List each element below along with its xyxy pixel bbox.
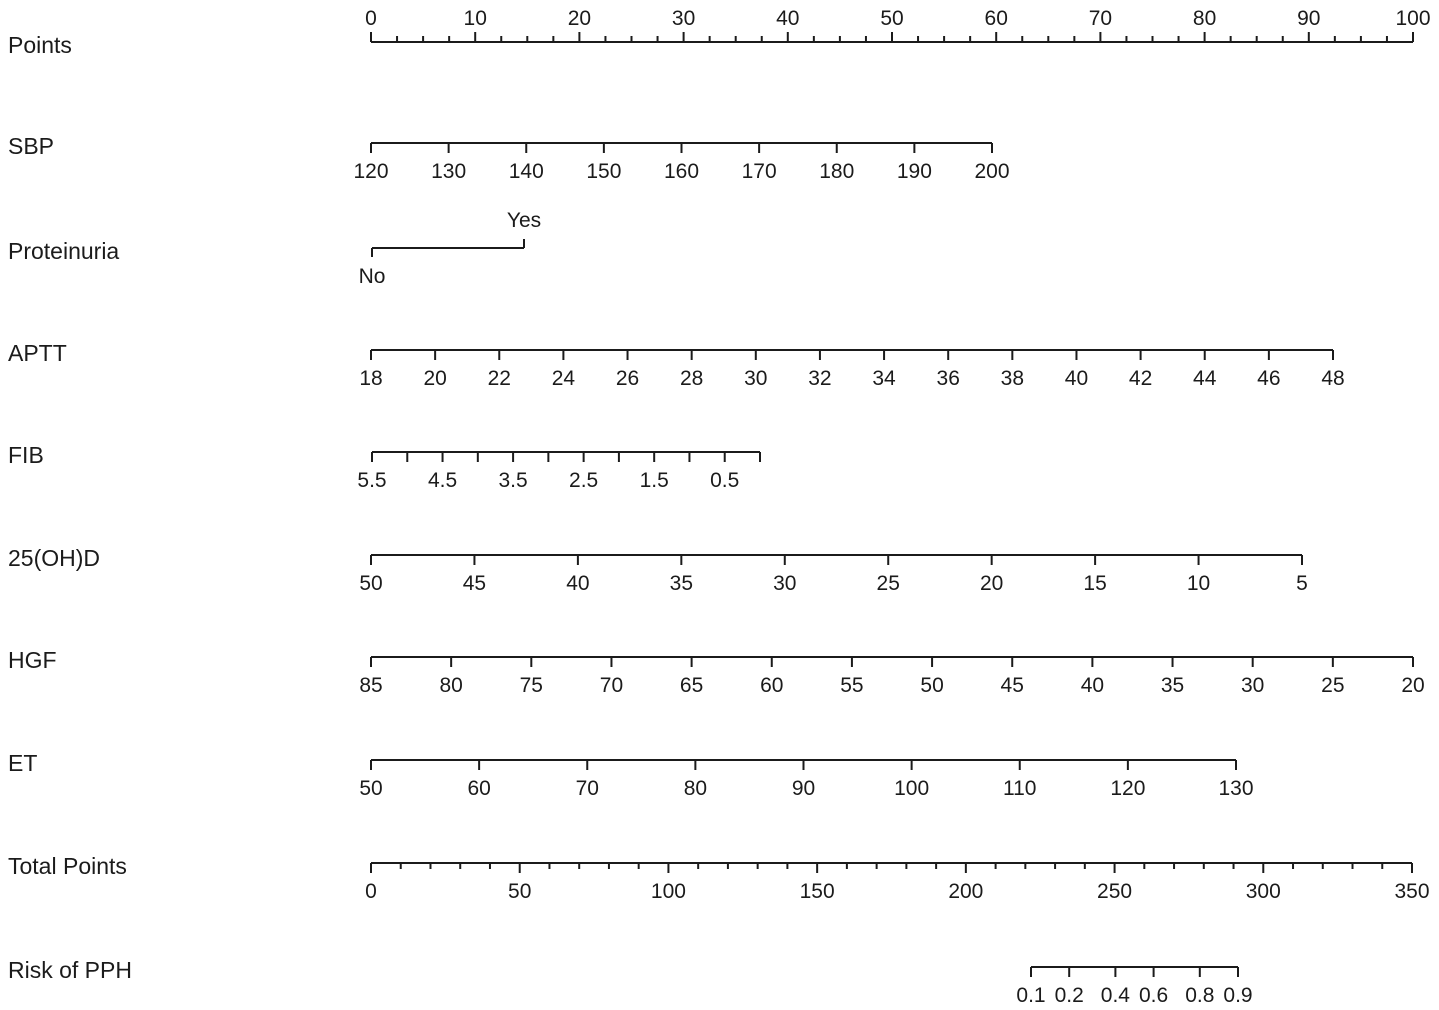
tick-label-hgf-35: 35 [1160,674,1185,697]
tick-label-sbp-150: 150 [586,160,622,183]
tick-label-sbp-120: 120 [353,160,389,183]
tick-label-risk-of-pph-0.4: 0.4 [1100,984,1131,1007]
tick-label-total-points-100: 100 [650,880,686,903]
tick-label-et-130: 130 [1218,777,1254,800]
tick-label-hgf-75: 75 [519,674,543,697]
row-label-total-points: Total Points [8,853,127,879]
tick-label-proteinuria-no: No [358,265,386,288]
tick-label-total-points-250: 250 [1097,880,1133,903]
tick-label-risk-of-pph-0.1: 0.1 [1016,984,1046,1007]
tick-label-aptt-46: 46 [1257,367,1281,390]
tick-label-total-points-300: 300 [1245,880,1281,903]
tick-label-hgf-20: 20 [1401,674,1425,697]
tick-label-aptt-36: 36 [936,367,960,390]
tick-label-risk-of-pph-0.2: 0.2 [1054,984,1084,1007]
tick-label-vitd-15: 15 [1083,572,1107,595]
tick-label-points-80: 80 [1192,7,1217,30]
tick-label-aptt-42: 42 [1128,367,1153,390]
tick-label-aptt-20: 20 [423,367,447,390]
tick-label-fib-2.5: 2.5 [569,469,599,492]
tick-label-aptt-38: 38 [1000,367,1025,390]
axis-hgf [8,647,1425,697]
tick-label-total-points-50: 50 [508,880,532,903]
axis-et [8,750,1254,800]
tick-label-et-70: 70 [575,777,599,800]
tick-label-risk-of-pph-0.6: 0.6 [1138,984,1169,1007]
row-label-proteinuria: Proteinuria [8,238,120,264]
tick-label-hgf-40: 40 [1080,674,1105,697]
axis-sbp [8,133,1010,183]
tick-label-proteinuria-yes: Yes [506,209,542,232]
tick-label-aptt-44: 44 [1193,367,1217,390]
tick-label-points-100: 100 [1395,7,1431,30]
tick-label-et-50: 50 [359,777,383,800]
tick-label-et-60: 60 [467,777,491,800]
tick-label-vitd-20: 20 [979,572,1004,595]
row-label-et: ET [8,750,38,776]
tick-label-points-40: 40 [776,7,800,30]
tick-label-hgf-55: 55 [840,674,864,697]
tick-label-fib-4.5: 4.5 [427,469,458,492]
tick-label-sbp-140: 140 [508,160,544,183]
tick-label-vitd-10: 10 [1186,572,1211,595]
tick-label-vitd-30: 30 [773,572,797,595]
tick-label-aptt-40: 40 [1064,367,1089,390]
tick-label-hgf-85: 85 [359,674,383,697]
axis-risk-of-pph [8,957,1253,1007]
tick-label-points-70: 70 [1088,7,1113,30]
tick-label-vitd-35: 35 [669,572,694,595]
tick-label-total-points-200: 200 [948,880,984,903]
tick-label-aptt-18: 18 [359,367,383,390]
tick-label-points-30: 30 [671,7,696,30]
tick-label-vitd-25: 25 [876,572,900,595]
tick-label-total-points-0: 0 [365,880,377,903]
tick-label-vitd-45: 45 [462,572,487,595]
tick-label-hgf-45: 45 [1000,674,1024,697]
tick-label-aptt-34: 34 [872,367,896,390]
tick-label-points-10: 10 [463,7,487,30]
tick-label-sbp-130: 130 [431,160,467,183]
axis-fib [8,442,760,492]
row-label-hgf: HGF [8,647,57,673]
tick-label-total-points-150: 150 [799,880,835,903]
tick-label-fib-0.5: 0.5 [710,469,740,492]
tick-label-aptt-48: 48 [1321,367,1345,390]
axis-points [8,7,1431,58]
tick-label-total-points-350: 350 [1394,880,1430,903]
row-label-risk-of-pph: Risk of PPH [8,957,132,983]
tick-label-et-120: 120 [1110,777,1146,800]
tick-label-fib-3.5: 3.5 [498,469,528,492]
tick-label-points-90: 90 [1297,7,1321,30]
tick-label-et-110: 110 [1003,777,1037,800]
tick-label-risk-of-pph-0.9: 0.9 [1223,984,1253,1007]
tick-label-sbp-160: 160 [663,160,700,183]
axis-total-points [8,853,1430,903]
tick-label-points-20: 20 [567,7,592,30]
tick-label-hgf-70: 70 [599,674,624,697]
tick-label-et-100: 100 [894,777,930,800]
tick-label-aptt-32: 32 [808,367,832,390]
row-label-sbp: SBP [8,133,55,159]
tick-label-hgf-30: 30 [1241,674,1265,697]
tick-label-et-80: 80 [683,777,708,800]
tick-label-et-90: 90 [791,777,816,800]
tick-label-fib-5.5: 5.5 [357,469,387,492]
tick-label-hgf-65: 65 [679,674,704,697]
tick-label-hgf-50: 50 [920,674,944,697]
tick-label-vitd-40: 40 [566,572,590,595]
axis-aptt [8,340,1345,390]
tick-label-hgf-60: 60 [760,674,784,697]
tick-label-sbp-180: 180 [819,160,855,183]
row-label-vitd: 25(OH)D [8,545,101,571]
tick-label-sbp-170: 170 [741,160,777,183]
tick-label-vitd-50: 50 [359,572,383,595]
axis-proteinuria [8,209,541,288]
axis-vitd [8,545,1308,595]
tick-label-sbp-190: 190 [896,160,932,183]
tick-label-aptt-28: 28 [679,367,704,390]
tick-label-aptt-26: 26 [615,367,640,390]
tick-label-hgf-25: 25 [1321,674,1345,697]
tick-label-points-50: 50 [880,7,904,30]
tick-label-aptt-22: 22 [487,367,511,390]
row-label-fib: FIB [8,442,44,468]
tick-label-sbp-200: 200 [974,160,1010,183]
tick-label-aptt-24: 24 [551,367,576,390]
row-label-aptt: APTT [8,340,67,366]
tick-label-vitd-5: 5 [1296,572,1308,595]
row-label-points: Points [8,32,72,58]
tick-label-points-0: 0 [365,7,377,30]
tick-label-aptt-30: 30 [744,367,768,390]
tick-label-points-60: 60 [984,7,1008,30]
tick-label-risk-of-pph-0.8: 0.8 [1185,984,1215,1007]
tick-label-fib-1.5: 1.5 [639,469,669,492]
tick-label-hgf-80: 80 [439,674,463,697]
